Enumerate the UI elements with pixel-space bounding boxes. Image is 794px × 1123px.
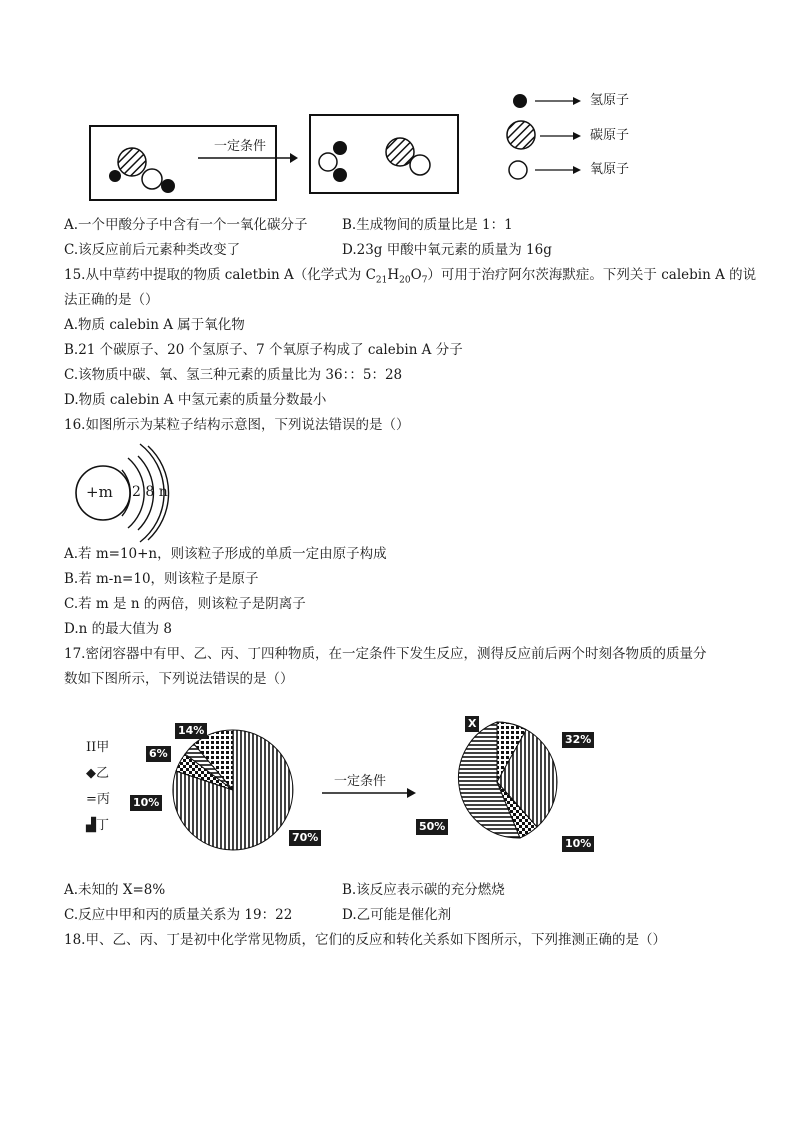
q16-option-d[interactable]: D.n 的最大值为 8 (64, 621, 172, 637)
hydrogen-atom-icon (513, 94, 527, 108)
pie1-label-bing: 6% (146, 746, 171, 762)
q16-option-a[interactable]: A.若 m=10+n，则该粒子形成的单质一定由原子构成 (64, 546, 387, 562)
q15-stem-line2: 法正确的是（） (64, 292, 159, 308)
q14-option-c[interactable]: C.该反应前后元素种类改变了 (64, 242, 241, 258)
pie2-label-jia: 32% (562, 732, 594, 748)
q17-option-c[interactable]: C.反应中甲和丙的质量关系为 19：22 (64, 907, 293, 923)
pie-chart-after (458, 722, 557, 838)
q15-option-d[interactable]: D.物质 calebin A 中氢元素的质量分数最小 (64, 392, 327, 408)
q17-option-b[interactable]: B.该反应表示碳的充分燃烧 (342, 882, 505, 898)
q17-stem-line2: 数如下图所示，下列说法错误的是（） (64, 671, 294, 687)
oxygen-atom-icon (509, 161, 527, 179)
legend-ding: ▟丁 (86, 818, 110, 833)
reaction-diagram (90, 94, 581, 200)
pie2-label-yi: 10% (562, 836, 594, 852)
legend-carbon-label: 碳原子 (590, 128, 630, 143)
pie1-label-ding: 14% (175, 723, 207, 739)
q16-option-c[interactable]: C.若 m 是 n 的两倍，则该粒子是阴离子 (64, 596, 306, 612)
electron-shells-label: 2 8 n (132, 484, 168, 500)
q14-option-a[interactable]: A.一个甲酸分子中含有一个一氧化碳分子 (64, 217, 308, 233)
q14-option-d[interactable]: D.23g 甲酸中氧元素的质量为 16g (342, 242, 552, 258)
carbon-dioxide-molecule (386, 138, 430, 175)
legend-hydrogen-label: 氢原子 (590, 93, 630, 108)
q15-stem-line1: 15.从中草药中提取的物质 caletbin A（化学式为 $C_{21}H_{20}O_7$）可用于治疗阿尔茨海默症。下列关于 calebin A 的说 (64, 267, 757, 286)
legend-oxygen-label: 氧原子 (590, 162, 630, 177)
q16-option-b[interactable]: B.若 m-n=10，则该粒子是原子 (64, 571, 259, 587)
water-molecule (319, 141, 347, 182)
reaction-condition-label: 一定条件 (214, 139, 267, 154)
pie2-label-ding: X (465, 716, 479, 732)
legend-jia: II甲 (86, 740, 110, 755)
q17-reaction-condition-label: 一定条件 (334, 774, 387, 789)
nucleus-charge-label: +m (86, 483, 113, 501)
q15-option-b[interactable]: B.21 个碳原子、20 个氢原子、7 个氧原子构成了 calebin A 分子 (64, 342, 463, 358)
carbon-atom-icon (507, 121, 535, 149)
q17-stem-line1: 17.密闭容器中有甲、乙、丙、丁四种物质，在一定条件下发生反应，测得反应前后两个时刻各物质的质量分 (64, 646, 707, 662)
formic-acid-molecule (109, 148, 175, 193)
q14-option-b[interactable]: B.生成物间的质量比是 1：1 (342, 217, 513, 233)
q15-option-a[interactable]: A.物质 calebin A 属于氧化物 (64, 317, 245, 333)
q15-option-c[interactable]: C.该物质中碳、氧、氢三种元素的质量比为 36：：5：28 (64, 367, 403, 383)
pie1-label-jia: 70% (289, 830, 321, 846)
q16-stem: 16.如图所示为某粒子结构示意图，下列说法错误的是（） (64, 417, 410, 433)
q18-stem: 18.甲、乙、丙、丁是初中化学常见物质，它们的反应和转化关系如下图所示，下列推测正确的是（） (64, 932, 666, 948)
pie1-label-yi: 10% (130, 795, 162, 811)
legend-bing: =丙 (86, 792, 110, 807)
q17-option-a[interactable]: A.未知的 X=8% (64, 882, 166, 898)
pie-chart-before (173, 730, 293, 850)
q17-option-d[interactable]: D.乙可能是催化剂 (342, 907, 452, 923)
pie2-label-bing: 50% (416, 819, 448, 835)
legend-yi: ◆乙 (86, 766, 110, 781)
